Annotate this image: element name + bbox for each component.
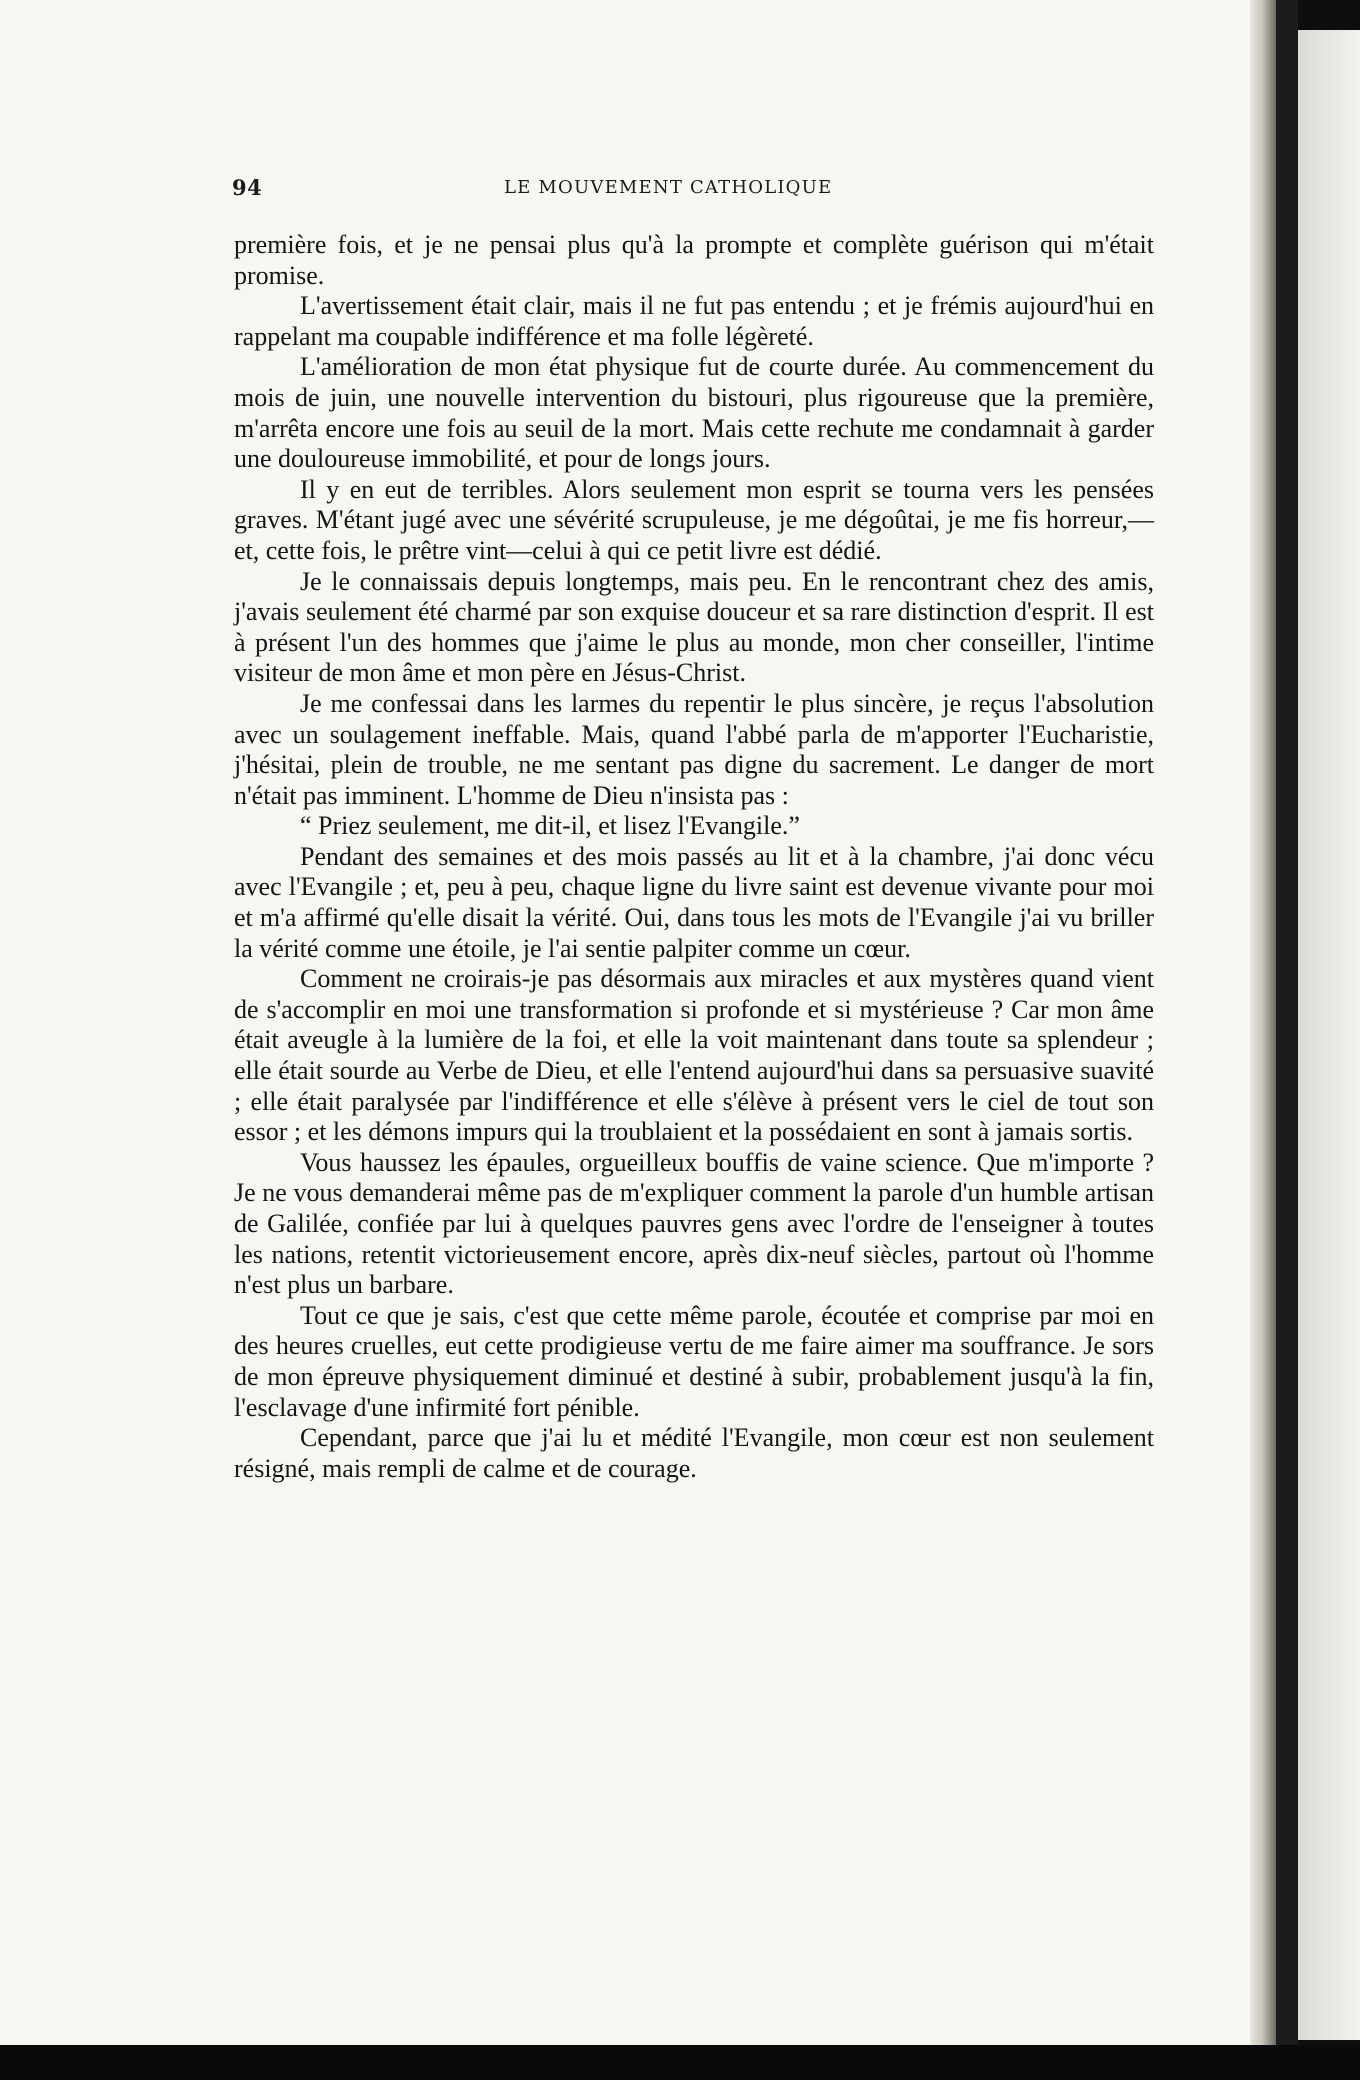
running-header bbox=[232, 175, 892, 205]
adjacent-page-edge bbox=[1298, 30, 1360, 2040]
paragraph: première fois, et je ne pensai plus qu'à la prompte et complète guérison qui m'était promise. bbox=[234, 230, 1154, 290]
body-text bbox=[234, 230, 1154, 1484]
paragraph: L'avertissement était clair, mais il ne fut pas entendu ; et je frémis aujourd'hui en rappelant ma coupable indifférence et ma folle légèreté. bbox=[234, 291, 1154, 351]
paragraph: Cependant, parce que j'ai lu et médité l'Evangile, mon cœur est non seulement résigné, mais rempli de calme et de courage. bbox=[234, 1423, 1154, 1483]
quoted-line: “ Priez seulement, me dit-il, et lisez l'Evangile.” bbox=[300, 811, 800, 841]
scan-bottom-border bbox=[0, 2045, 1360, 2080]
binding-gutter bbox=[1276, 0, 1298, 2080]
running-title: LE MOUVEMENT CATHOLIQUE bbox=[504, 177, 833, 198]
paragraph: Vous haussez les épaules, orgueilleux bouffis de vaine science. Que m'importe ? Je ne vous demanderai même pas de m'expliquer comment la parole d'un humble artisan de Galilée, confiée par lui à quelques pauvres gens avec l'ordre de l'enseigner à toutes les nations, retentit victorieusement encore, après dix-neuf siècles, partout où l'homme n'est plus un barbare. bbox=[234, 1147, 1154, 1300]
paragraph: Il y en eut de terribles. Alors seulement mon esprit se tourna vers les pensées graves. M'étant jugé avec une sévérité scrupuleuse, je me dégoûtai, je me fis horreur,—et, cette fois, le prêtre vint—celui à qui ce petit livre est dédié. bbox=[234, 474, 1154, 565]
page-spine-shadow bbox=[1250, 0, 1276, 2045]
paragraph: Je me confessai dans les larmes du repentir le plus sincère, je reçus l'absolution avec un soulagement ineffable. Mais, quand l'abbé parla de m'apporter l'Eucharistie, j'hésitai, plein de trouble, ne me sentant pas digne du sacrement. Le danger de mort n'était pas imminent. L'homme de Dieu n'insista pas : bbox=[234, 688, 1154, 810]
paragraph: L'amélioration de mon état physique fut de courte durée. Au commencement du mois de juin, une nouvelle intervention du bistouri, plus rigoureuse que la première, m'arrêta encore une fois au seuil de la mort. Mais cette rechute me condamnait à garder une douloureuse immobilité, et pour de longs jours. bbox=[234, 352, 1154, 474]
page-number: 94 bbox=[232, 175, 263, 200]
paragraph: Je le connaissais depuis longtemps, mais peu. En le rencontrant chez des amis, j'avais seulement été charmé par son exquise douceur et sa rare distinction d'esprit. Il est à présent l'un des hommes que j'aime le plus au monde, mon cher conseiller, l'intime visiteur de mon âme et mon père en Jésus-Christ. bbox=[234, 566, 1154, 688]
paragraph: Tout ce que je sais, c'est que cette même parole, écoutée et comprise par moi en des heures cruelles, eut cette prodigieuse vertu de me faire aimer ma souffrance. Je sors de mon épreuve physiquement diminué et destiné à subir, probablement jusqu'à la fin, l'esclavage d'une infirmité fort pénible. bbox=[234, 1300, 1154, 1422]
paragraph: Comment ne croirais-je pas désormais aux miracles et aux mystères quand vient de s'accomplir en moi une transformation si profonde et si mystérieuse ? Car mon âme était aveugle à la lumière de la foi, et elle la voit maintenant dans toute sa splendeur ; elle était sourde au Verbe de Dieu, et elle l'entend aujourd'hui dans sa persuasive suavité ; elle était paralysée par l'indifférence et elle s'élève à présent vers le ciel de tout son essor ; et les démons impurs qui la troublaient et la possédaient en sont à jamais sortis. bbox=[234, 964, 1154, 1147]
paragraph: Pendant des semaines et des mois passés au lit et à la chambre, j'ai donc vécu avec l'Evangile ; et, peu à peu, chaque ligne du livre saint est devenue vivante pour moi et m'a affirmé qu'elle disait la vérité. Oui, dans tous les mots de l'Evangile j'ai vu briller la vérité comme une étoile, je l'ai sentie palpiter comme un cœur. bbox=[234, 841, 1154, 963]
